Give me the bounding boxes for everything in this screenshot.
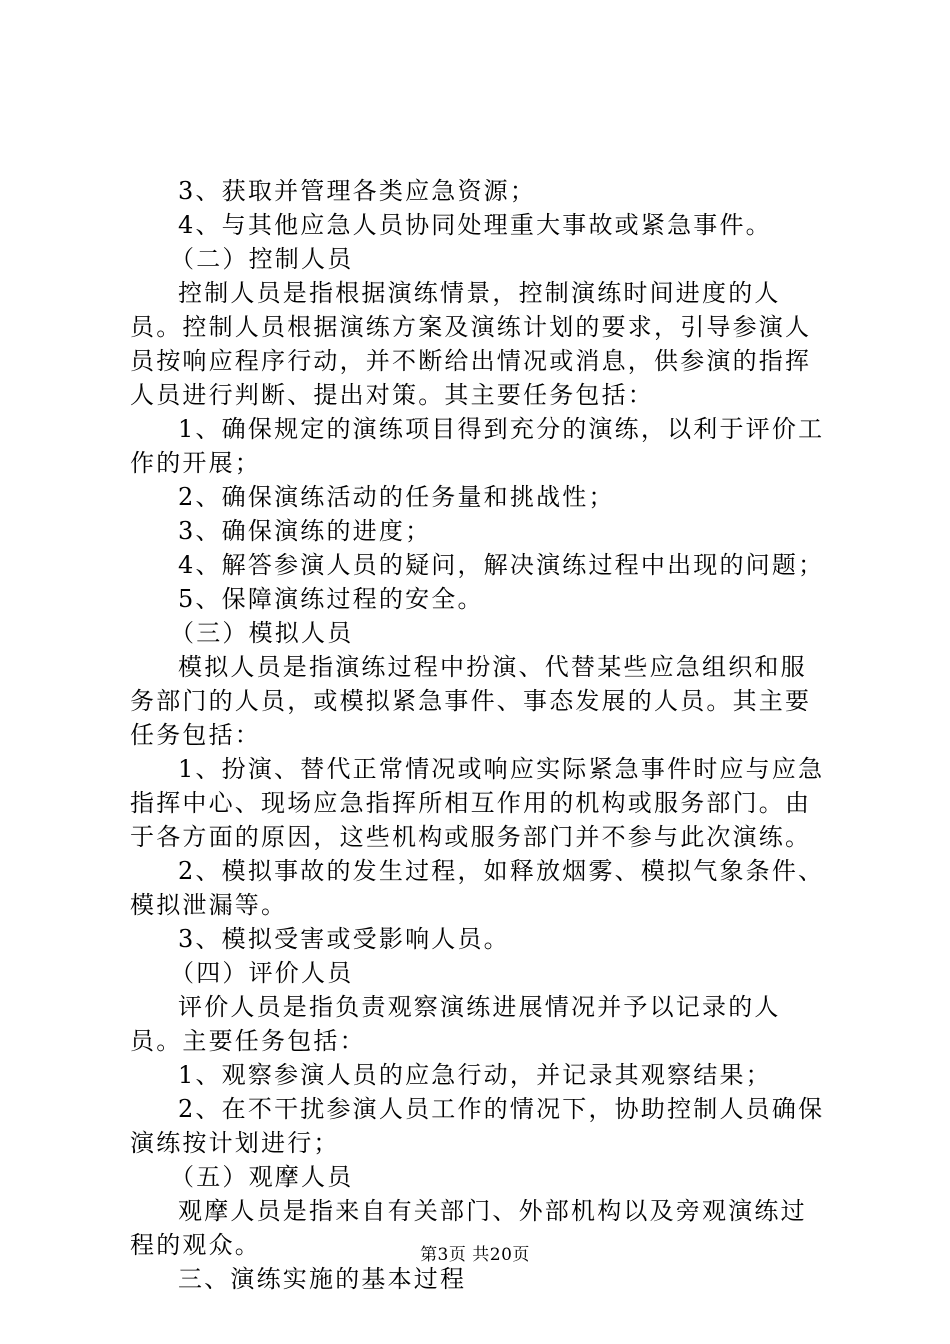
section-heading-control-personnel: （二）控制人员 [170, 245, 354, 273]
list-item: 3、获取并管理各类应急资源； [178, 177, 537, 205]
list-item: 5、保障演练过程的安全。 [178, 585, 484, 613]
list-item: 2、在不干扰参演人员工作的情况下，协助控制人员确保演练按计划进行； [130, 1095, 825, 1157]
section-heading-observers: （五）观摩人员 [170, 1163, 354, 1191]
list-item: 1、观察参演人员的应急行动，并记录其观察结果； [178, 1061, 772, 1089]
list-item: 4、与其他应急人员协同处理重大事故或紧急事件。 [178, 211, 772, 239]
section-heading-evaluation-personnel: （四）评价人员 [170, 959, 354, 987]
body-paragraph: 模拟人员是指演练过程中扮演、代替某些应急组织和服务部门的人员，或模拟紧急事件、事态发展的人员。其主要任务包括： [130, 653, 812, 749]
page-number: 第3页 [420, 1245, 467, 1265]
page-footer [0, 1240, 950, 1265]
body-paragraph: 观摩人员是指来自有关部门、外部机构以及旁观演练过程的观众。 [130, 1197, 807, 1259]
list-item: 4、解答参演人员的疑问，解决演练过程中出现的问题； [178, 551, 825, 579]
section-heading-implementation: 三、演练实施的基本过程 [178, 1265, 467, 1293]
list-item: 3、模拟受害或受影响人员。 [178, 925, 510, 953]
list-item: 1、确保规定的演练项目得到充分的演练，以利于评价工作的开展； [130, 415, 825, 477]
section-heading-simulation-personnel: （三）模拟人员 [170, 619, 354, 647]
document-body [130, 174, 830, 1296]
list-item: 2、模拟事故的发生过程，如释放烟雾、模拟气象条件、模拟泄漏等。 [130, 857, 825, 919]
page-total: 共20页 [472, 1245, 530, 1265]
body-paragraph: 控制人员是指根据演练情景，控制演练时间进度的人员。控制人员根据演练方案及演练计划的要求，引导参演人员按响应程序行动，并不断给出情况或消息，供参演的指挥人员进行判断、提出对策。其主要任务包括： [130, 279, 812, 409]
list-item: 1、扮演、替代正常情况或响应实际紧急事件时应与应急指挥中心、现场应急指挥所相互作用的机构或服务部门。由于各方面的原因，这些机构或服务部门并不参与此次演练。 [130, 755, 825, 851]
list-item: 3、确保演练的进度； [178, 517, 432, 545]
body-paragraph: 评价人员是指负责观察演练进展情况并予以记录的人员。主要任务包括： [130, 993, 781, 1055]
list-item: 2、确保演练活动的任务量和挑战性； [178, 483, 615, 511]
